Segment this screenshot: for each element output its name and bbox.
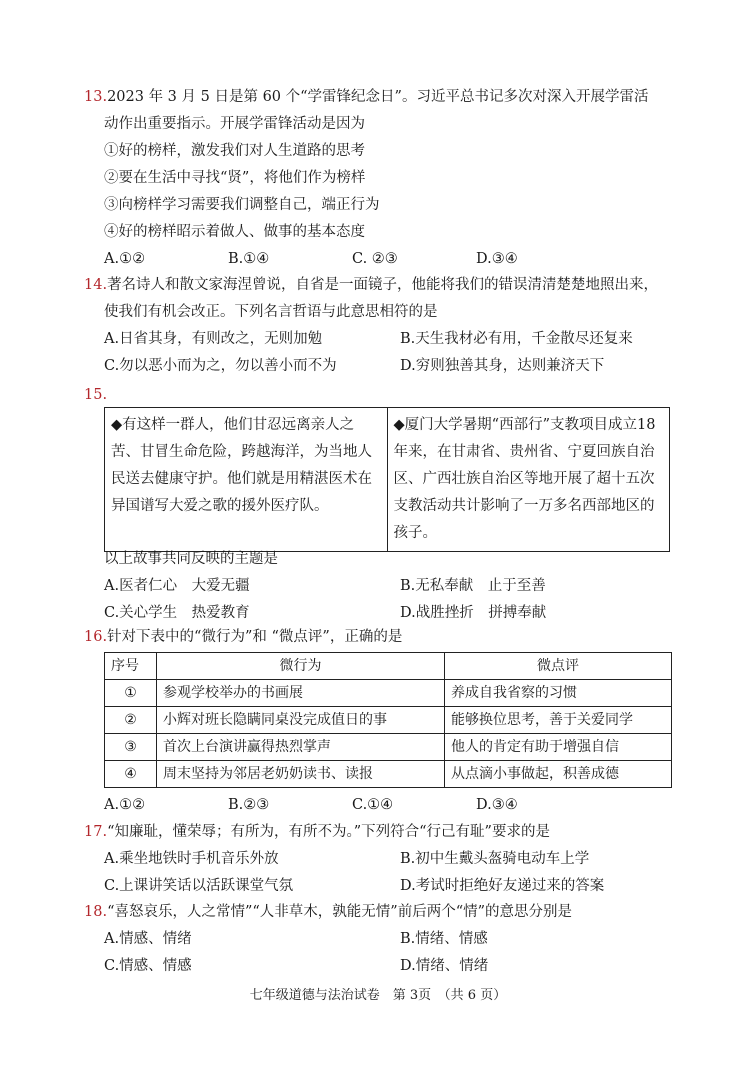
question-number: 14. — [84, 277, 108, 293]
cell-behavior: 周末坚持为邻居老奶奶读书、读报 — [157, 761, 445, 788]
question-stem: 以上故事共同反映的主题是 — [104, 551, 278, 567]
options-row — [84, 846, 696, 873]
options-row — [84, 792, 696, 819]
question-number: 15. — [84, 387, 108, 403]
cell-index: ④ — [105, 761, 157, 788]
question-number: 17. — [84, 824, 108, 840]
question-15-header — [84, 382, 696, 409]
question-number: 16. — [84, 629, 108, 645]
option-d: D.战胜挫折 拼搏奉献 — [400, 605, 547, 621]
option-a: A.乘坐地铁时手机音乐外放 — [104, 851, 279, 867]
option-c: C.①④ — [352, 797, 394, 813]
options-row — [84, 353, 696, 380]
options-row — [84, 926, 696, 953]
options-row — [84, 573, 696, 600]
option-c: C.关心学生 热爱教育 — [104, 605, 250, 621]
question-number: 13. — [84, 89, 108, 105]
option-a: A.①② — [104, 251, 146, 267]
option-b: B.情绪、情感 — [400, 931, 488, 947]
question-16-options — [84, 792, 696, 819]
option-d: D.③④ — [476, 797, 518, 813]
table-header-row — [105, 653, 672, 680]
question-stem: 2023 年 3 月 5 日是第 60 个“学雷锋纪念日”。习近平总书记多次对深入开展学雷活 — [107, 89, 649, 105]
col-header-comment: 微点评 — [445, 653, 672, 680]
option-a: A.情感、情绪 — [104, 931, 192, 947]
statement-item: ③向榜样学习需要我们调整自己，端正行为 — [104, 197, 380, 213]
question-15 — [84, 546, 696, 627]
question-stem: 针对下表中的“微行为”和 “微点评”，正确的是 — [107, 629, 403, 645]
table-row — [105, 680, 672, 707]
options-row — [84, 600, 696, 627]
story-right: ◆厦门大学暑期“西部行”支教项目成立18年来，在甘肃省、贵州省、宁夏回族自治区、广西壮族自治区等地开展了超十五次支教活动共计影响了一万多名西部地区的孩子。 — [387, 408, 670, 552]
cell-comment: 他人的肯定有助于增强自信 — [445, 734, 672, 761]
question-13 — [84, 84, 696, 273]
statement-item: ④好的榜样昭示着做人、做事的基本态度 — [104, 224, 365, 240]
option-d: D.穷则独善其身，达则兼济天下 — [400, 358, 605, 374]
story-table — [104, 407, 670, 552]
question-stem: “喜怒哀乐，人之常情”“人非草木，孰能无情”前后两个“情”的意思分别是 — [107, 904, 573, 920]
question-stem-cont: 动作出重要指示。开展学雷锋活动是因为 — [104, 116, 365, 132]
statement-item: ②要在生活中寻找“贤”，将他们作为榜样 — [104, 170, 366, 186]
cell-index: ② — [105, 707, 157, 734]
options-row — [84, 246, 696, 273]
option-a: A.医者仁心 大爱无疆 — [104, 578, 250, 594]
cell-behavior: 首次上台演讲赢得热烈掌声 — [157, 734, 445, 761]
cell-behavior: 小辉对班长隐瞒同桌没完成值日的事 — [157, 707, 445, 734]
option-c: C. ②③ — [352, 251, 398, 267]
question-18 — [84, 899, 696, 980]
cell-comment: 养成自我省察的习惯 — [445, 680, 672, 707]
cell-index: ① — [105, 680, 157, 707]
table-row — [105, 734, 672, 761]
col-header-behavior: 微行为 — [157, 653, 445, 680]
page-footer: 七年级道德与法治试卷 第 3页 （共 6 页） — [249, 988, 507, 1003]
option-b: B.②③ — [228, 797, 270, 813]
table-row — [105, 707, 672, 734]
behavior-table — [104, 652, 672, 788]
options-row — [84, 326, 696, 353]
statement-item: ①好的榜样，激发我们对人生道路的思考 — [104, 143, 365, 159]
option-c: C.情感、情感 — [104, 958, 192, 974]
option-d: D.③④ — [476, 251, 518, 267]
option-c: C.上课讲笑话以活跃课堂气氛 — [104, 878, 294, 894]
option-d: D.考试时拒绝好友递过来的答案 — [400, 878, 605, 894]
option-b: B.天生我材必有用，千金散尽还复来 — [400, 331, 633, 347]
question-number: 18. — [84, 904, 108, 920]
question-stem: 著名诗人和散文家海涅曾说，自省是一面镜子，他能将我们的错误清清楚楚地照出来， — [107, 277, 659, 293]
option-d: D.情绪、情绪 — [400, 958, 489, 974]
cell-comment: 从点滴小事做起，积善成德 — [445, 761, 672, 788]
question-stem-cont: 使我们有机会改正。下列名言哲语与此意思相符的是 — [104, 304, 438, 320]
cell-behavior: 参观学校举办的书画展 — [157, 680, 445, 707]
option-a: A.日省其身，有则改之，无则加勉 — [104, 331, 323, 347]
option-b: B.初中生戴头盔骑电动车上学 — [400, 851, 590, 867]
options-row — [84, 873, 696, 900]
question-stem: “知廉耻，懂荣辱；有所为，有所不为。”下列符合“行己有耻”要求的是 — [107, 824, 550, 840]
cell-index: ③ — [105, 734, 157, 761]
option-a: A.①② — [104, 797, 146, 813]
option-b: B.无私奉献 止于至善 — [400, 578, 546, 594]
question-16 — [84, 624, 696, 651]
options-row — [84, 953, 696, 980]
question-14 — [84, 272, 696, 380]
table-row — [105, 761, 672, 788]
col-header-index: 序号 — [105, 653, 157, 680]
question-17 — [84, 819, 696, 900]
cell-comment: 能够换位思考，善于关爱同学 — [445, 707, 672, 734]
option-b: B.①④ — [228, 251, 270, 267]
option-c: C.勿以恶小而为之，勿以善小而不为 — [104, 358, 337, 374]
story-left: ◆有这样一群人，他们甘忍远离亲人之苦、甘冒生命危险，跨越海洋，为当地人民送去健康守护。他们就是用精湛医术在异国谱写大爱之歌的援外医疗队。 — [105, 408, 388, 552]
